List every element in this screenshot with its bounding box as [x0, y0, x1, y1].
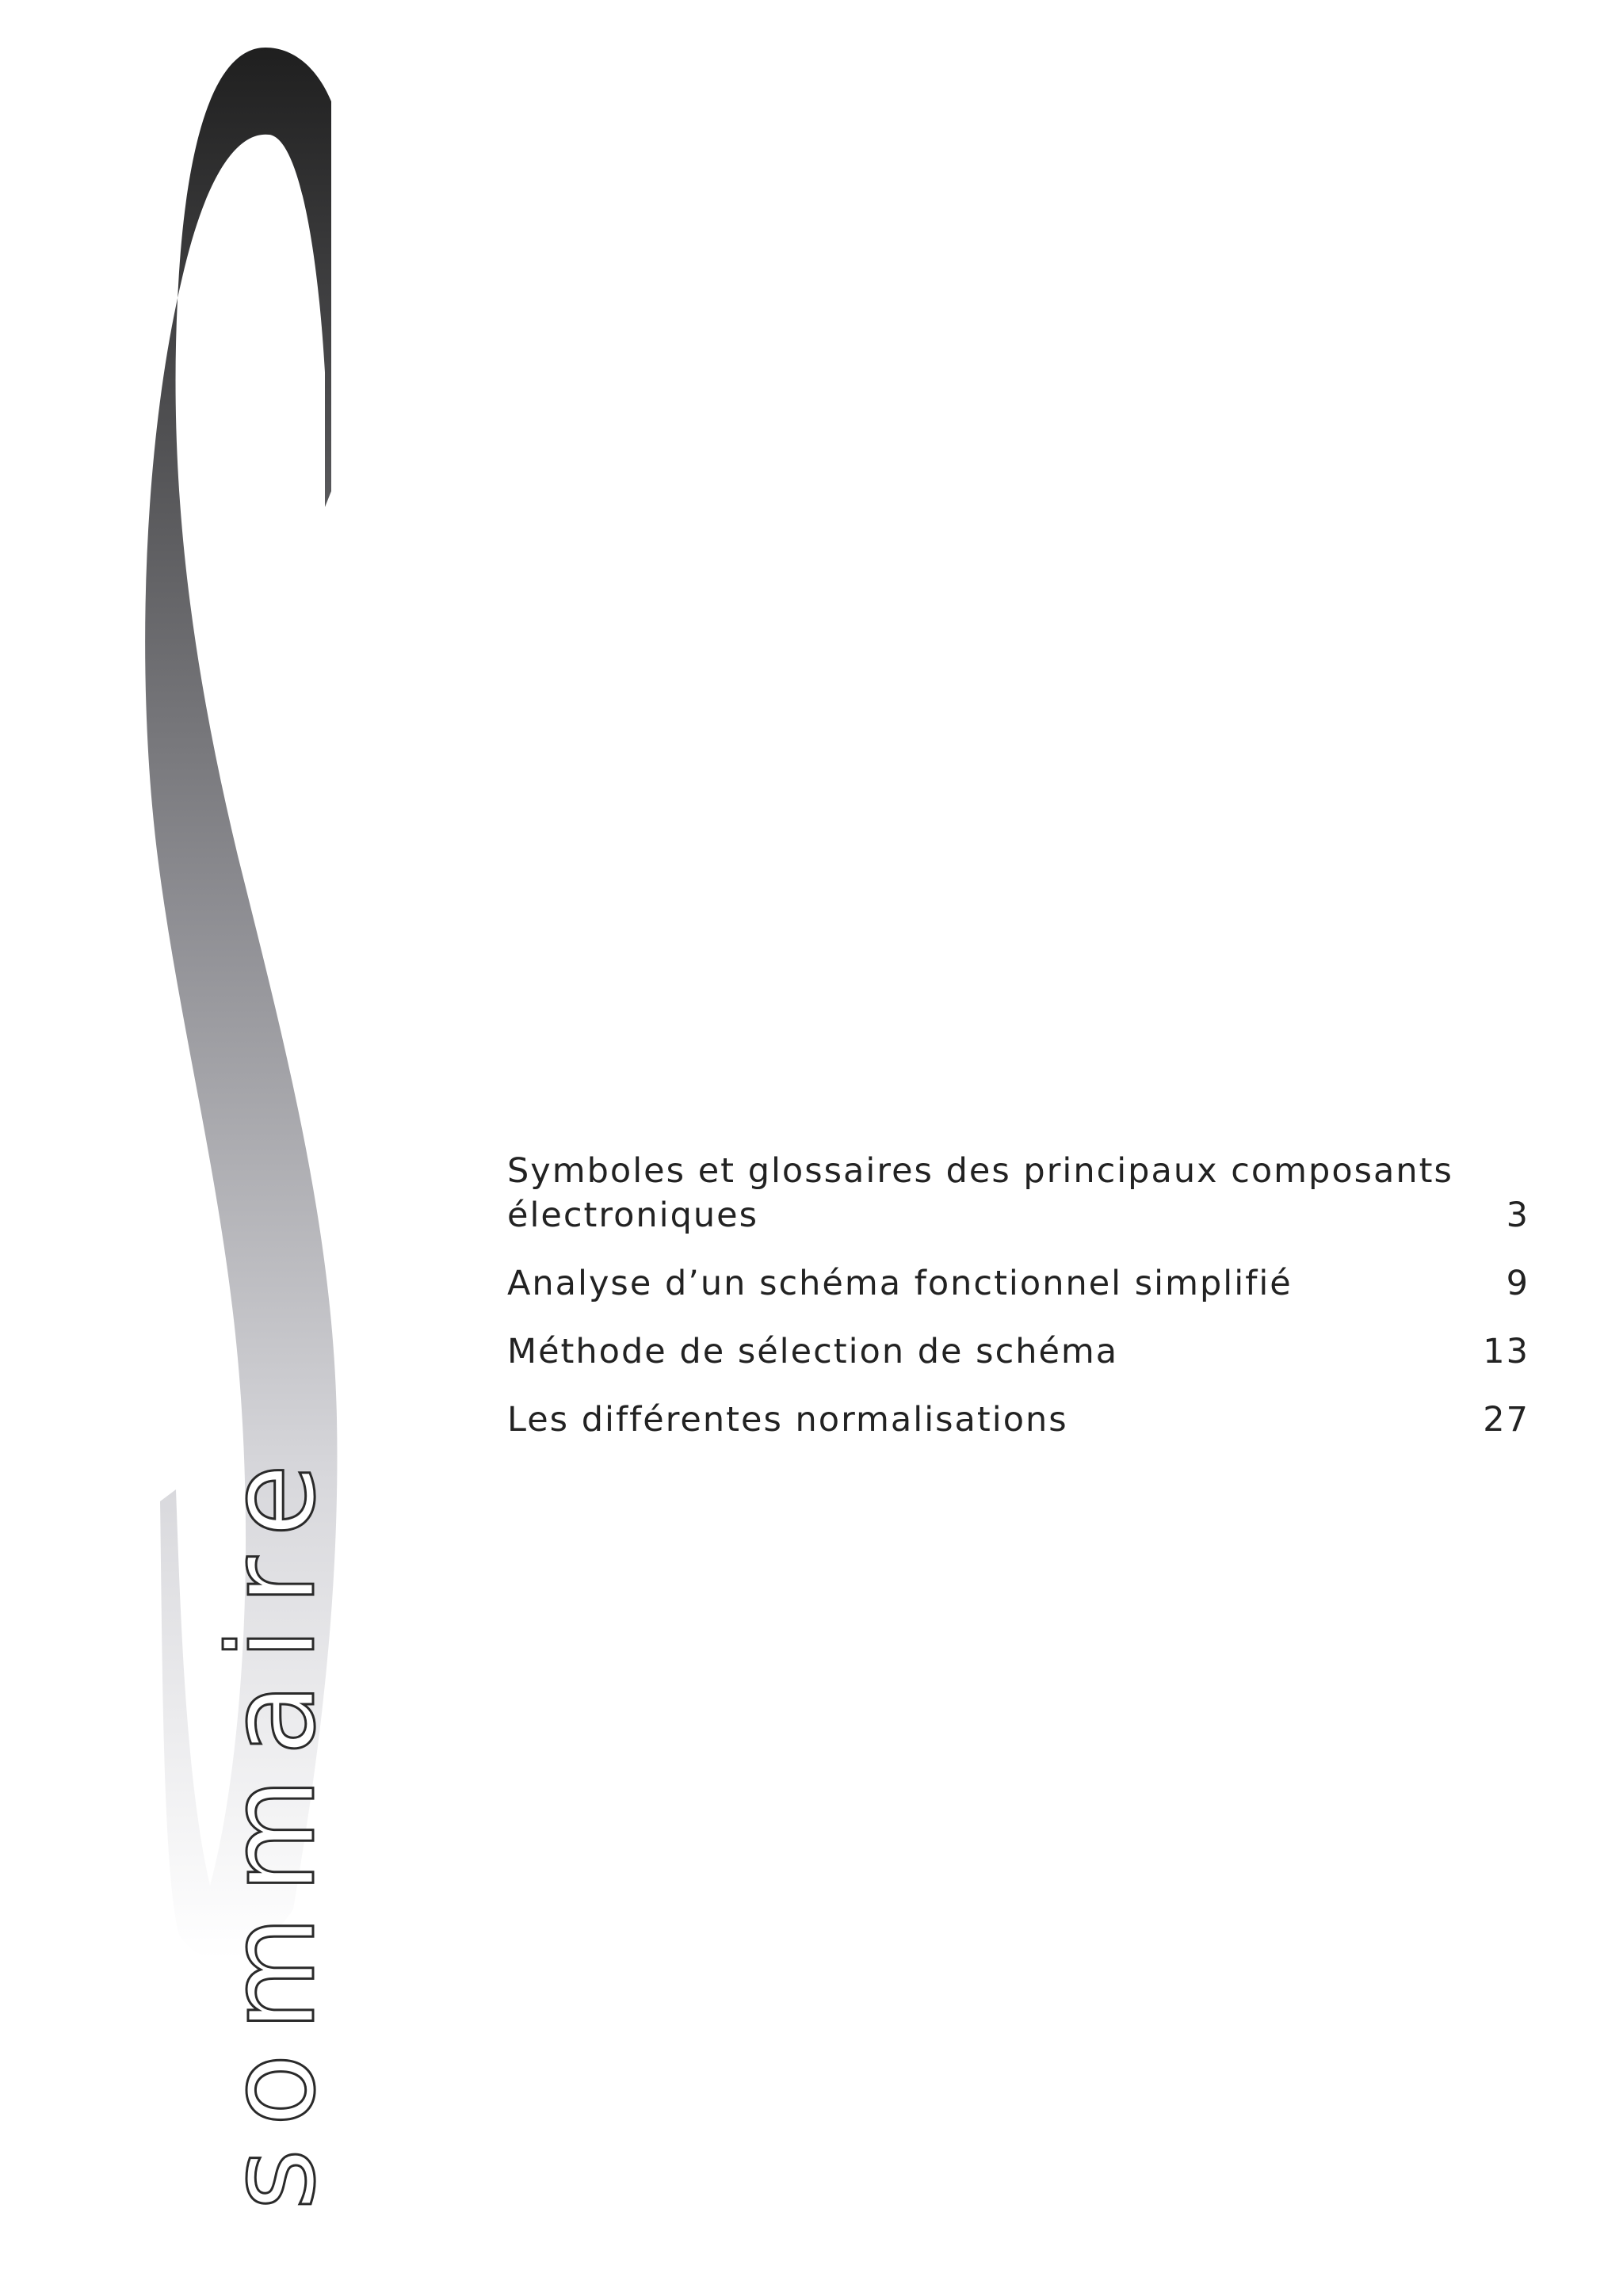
toc-entry-title: Symboles et glossaires des principaux composants électroniques: [507, 1151, 1453, 1235]
toc-entry-title: Méthode de sélection de schéma: [507, 1332, 1119, 1371]
toc-entry-title: Les différentes normalisations: [507, 1400, 1068, 1440]
table-of-contents: [507, 1149, 1529, 1466]
toc-entry[interactable]: [507, 1149, 1529, 1238]
toc-entry-title: Analyse d’un schéma fonctionnel simplifié: [507, 1264, 1293, 1303]
vertical-title-text: sommaire: [204, 1441, 342, 2210]
toc-entry[interactable]: [507, 1261, 1529, 1306]
toc-entry[interactable]: [507, 1398, 1529, 1442]
toc-entry-page: 3: [1506, 1196, 1529, 1235]
toc-entry-page: 9: [1506, 1264, 1529, 1303]
toc-entry-page: 13: [1483, 1332, 1529, 1371]
toc-entry-page: 27: [1483, 1400, 1529, 1440]
toc-entry[interactable]: [507, 1329, 1529, 1374]
